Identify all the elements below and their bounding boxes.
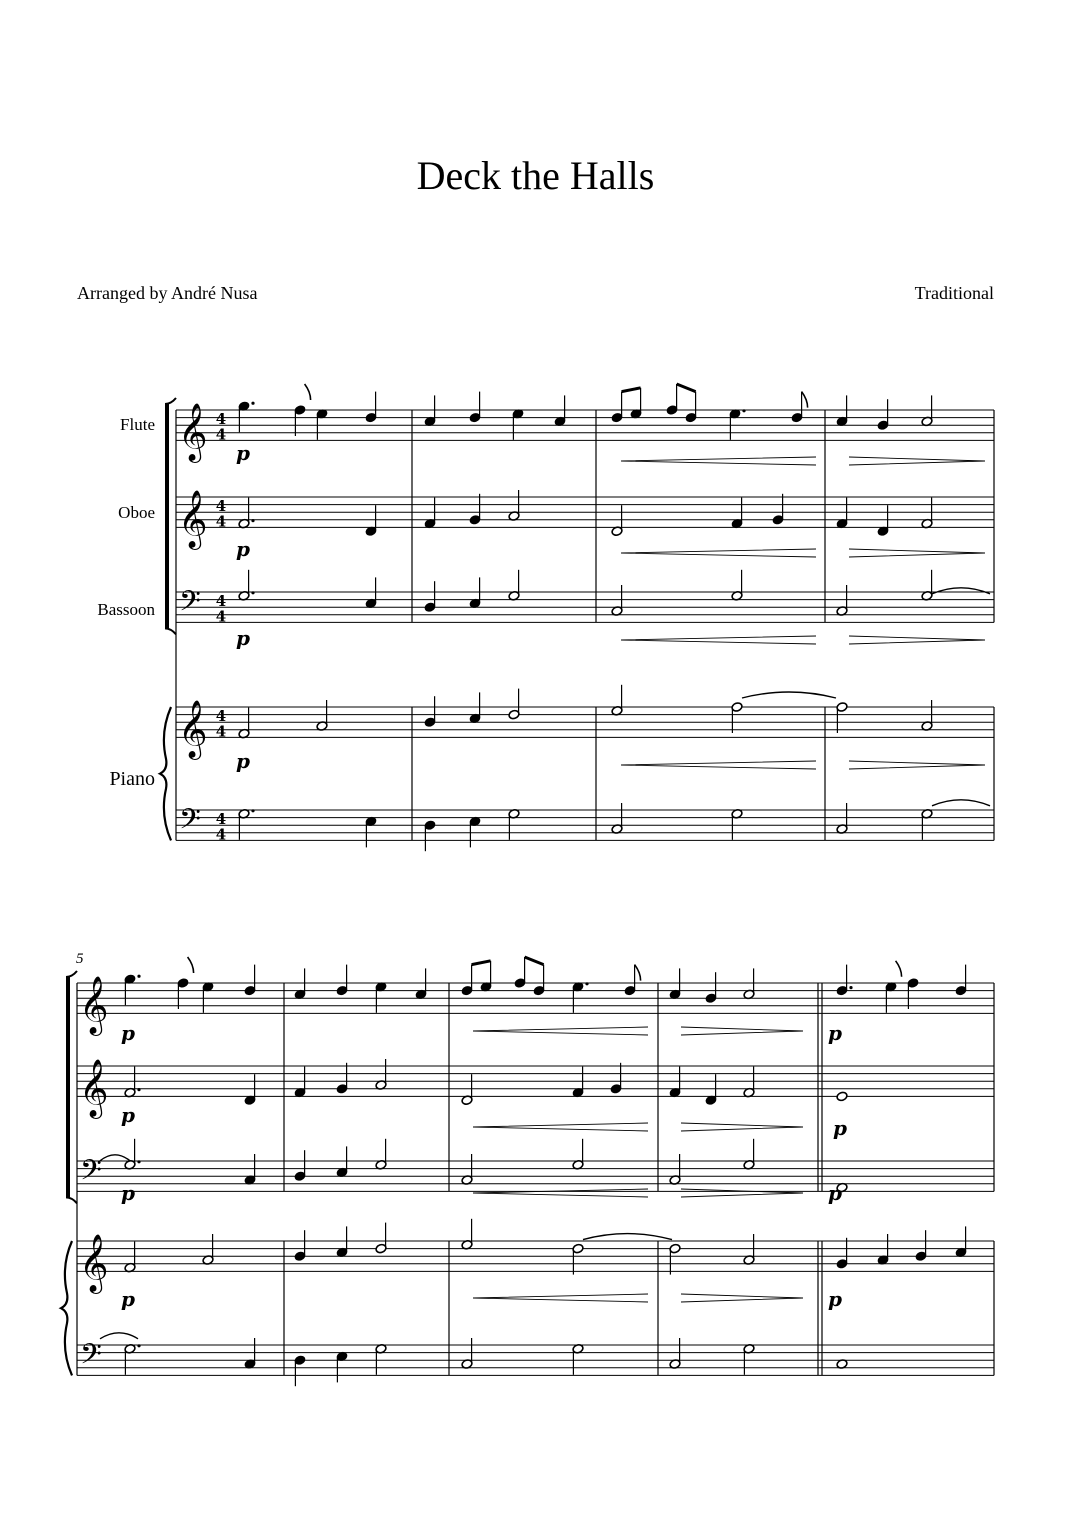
decrescendo-hairpin: [681, 1294, 803, 1302]
note: [124, 974, 141, 1005]
note: [238, 570, 255, 601]
tie: [742, 692, 836, 698]
decrescendo-hairpin: [849, 761, 985, 769]
beam: [525, 957, 544, 965]
note: [415, 968, 427, 999]
crescendo-hairpin: [621, 457, 816, 465]
note: [336, 1146, 348, 1177]
treble-clef-icon: 𝄞: [178, 402, 208, 461]
crescendo-hairpin: [621, 549, 816, 557]
note: [375, 1344, 387, 1375]
note: [921, 498, 933, 529]
staff: [176, 810, 994, 840]
piano-brace: [160, 707, 171, 840]
bracket-hook: [165, 628, 176, 634]
note: [921, 570, 933, 601]
dot: [742, 409, 745, 412]
note: [365, 816, 377, 847]
time-signature-numerator: 4: [215, 707, 227, 726]
note: [836, 395, 848, 426]
note: [836, 498, 848, 529]
note: [791, 392, 808, 423]
note: [705, 1074, 717, 1105]
note: [469, 392, 481, 423]
note: [508, 490, 520, 521]
bass-clef-icon: 𝄢: [179, 802, 201, 843]
time-signature-numerator: 4: [215, 592, 227, 611]
crescendo-hairpin: [473, 1189, 648, 1197]
instrument-label-piano: Piano: [109, 768, 155, 790]
flag: [896, 961, 902, 977]
note: [572, 1139, 584, 1170]
note: [375, 1139, 387, 1170]
time-signature-numerator: 4: [215, 410, 227, 429]
note: [461, 1074, 473, 1105]
treble-clef-icon: 𝄞: [178, 489, 208, 548]
staff: [77, 983, 994, 1013]
note: [244, 1074, 256, 1105]
note: [743, 1344, 755, 1375]
note: [244, 965, 256, 996]
note: [294, 1067, 306, 1098]
note: [508, 570, 520, 601]
note: [630, 388, 642, 419]
tie: [932, 800, 990, 806]
notehead: [836, 1091, 848, 1102]
note: [666, 384, 678, 415]
note: [202, 1234, 214, 1265]
tie: [100, 1155, 130, 1161]
note: [731, 498, 743, 529]
note: [731, 809, 743, 840]
dynamic-marking: p: [236, 537, 250, 561]
flag: [635, 965, 641, 981]
note: [669, 1154, 681, 1185]
note: [469, 494, 481, 525]
bracket: [165, 404, 169, 628]
dot: [137, 1160, 140, 1163]
note: [424, 395, 436, 426]
note: [316, 700, 328, 731]
staff: [176, 410, 994, 440]
note: [244, 1154, 256, 1185]
note: [955, 965, 967, 996]
note: [336, 1351, 348, 1382]
note: [461, 1154, 473, 1185]
note: [336, 1226, 348, 1257]
instrument-label-flute: Flute: [120, 415, 155, 434]
note: [365, 505, 377, 536]
staff: [176, 497, 994, 527]
note: [238, 809, 255, 840]
note: [124, 1344, 141, 1375]
staff: [77, 1161, 994, 1191]
decrescendo-hairpin: [681, 1189, 803, 1197]
note: [375, 1059, 387, 1090]
bass-clef-icon: 𝄢: [80, 1153, 102, 1194]
time-signature-denominator: 4: [215, 825, 227, 844]
note: [729, 409, 746, 440]
note: [624, 965, 641, 996]
dot: [137, 975, 140, 978]
note: [469, 692, 481, 723]
notation-layer: [61, 384, 994, 1386]
note: [885, 961, 902, 1013]
note: [611, 685, 623, 716]
note: [743, 968, 755, 999]
crescendo-hairpin: [473, 1123, 648, 1131]
dynamic-marking: p: [236, 626, 250, 650]
note: [514, 957, 526, 988]
note: [316, 409, 328, 440]
bracket: [66, 977, 70, 1197]
note: [836, 803, 848, 834]
note: [669, 1338, 681, 1369]
dot: [251, 591, 254, 594]
note: [424, 498, 436, 529]
note: [533, 965, 545, 996]
note: [336, 1063, 348, 1094]
note: [731, 570, 743, 601]
note: [202, 982, 214, 1013]
beam: [622, 388, 641, 392]
measure-number: 5: [76, 951, 84, 967]
instrument-label-oboe: Oboe: [118, 503, 155, 522]
note: [375, 1223, 387, 1254]
note: [365, 577, 377, 608]
note: [124, 1139, 141, 1170]
dynamic-marking: p: [121, 1287, 135, 1311]
note: [611, 505, 623, 536]
note: [731, 702, 743, 733]
note: [124, 1067, 141, 1098]
note: [461, 1219, 473, 1250]
note: [512, 409, 524, 440]
flag: [188, 957, 194, 973]
dynamic-marking: p: [236, 749, 250, 773]
note: [836, 1238, 848, 1269]
note: [294, 968, 306, 999]
note: [469, 577, 481, 608]
score-title: Deck the Halls: [416, 153, 655, 198]
dot: [251, 809, 254, 812]
note: [772, 494, 784, 525]
note: [836, 965, 853, 996]
time-signature-numerator: 4: [215, 810, 227, 829]
note: [365, 392, 377, 423]
time-signature-numerator: 4: [215, 497, 227, 516]
note: [480, 961, 492, 992]
note: [921, 395, 933, 426]
dynamic-marking: p: [121, 1103, 135, 1127]
note: [572, 1067, 584, 1098]
piano-brace: [61, 1241, 72, 1375]
decrescendo-hairpin: [681, 1027, 803, 1035]
note: [743, 1067, 755, 1098]
time-signature-denominator: 4: [215, 512, 227, 531]
crescendo-hairpin: [473, 1027, 648, 1035]
note: [238, 708, 250, 739]
note: [461, 1338, 473, 1369]
note: [907, 978, 919, 1009]
dynamic-marking: p: [121, 1021, 135, 1045]
decrescendo-hairpin: [849, 457, 985, 465]
note: [336, 965, 348, 996]
dot: [251, 402, 254, 405]
note: [915, 1230, 927, 1261]
crescendo-hairpin: [473, 1294, 648, 1302]
note: [554, 395, 566, 426]
note: [461, 965, 473, 996]
note: [238, 401, 255, 432]
treble-clef-icon: 𝄞: [79, 975, 109, 1034]
time-signature-denominator: 4: [215, 425, 227, 444]
note: [877, 399, 889, 430]
staff: [176, 592, 994, 622]
note: [294, 1355, 306, 1386]
note: [508, 689, 520, 720]
bracket-hook: [66, 1197, 77, 1203]
treble-clef-icon: 𝄞: [178, 699, 208, 758]
dynamic-marking: p: [833, 1116, 847, 1140]
bass-clef-icon: 𝄢: [179, 584, 201, 625]
note: [836, 585, 848, 616]
note: [375, 982, 387, 1013]
dot: [137, 1088, 140, 1091]
dot: [585, 982, 588, 985]
note: [669, 968, 681, 999]
bass-clef-icon: 𝄢: [80, 1337, 102, 1378]
staff: [176, 707, 994, 737]
note: [669, 1243, 681, 1274]
flag: [802, 392, 808, 408]
note: [508, 809, 520, 840]
note: [836, 702, 848, 733]
dynamic-marking: p: [121, 1181, 135, 1205]
note: [572, 982, 589, 1013]
crescendo-hairpin: [621, 761, 816, 769]
note: [611, 392, 623, 423]
note: [955, 1226, 967, 1257]
decrescendo-hairpin: [681, 1123, 803, 1131]
tie: [100, 1333, 138, 1339]
note: [611, 585, 623, 616]
flag: [305, 384, 311, 400]
instrument-label-bassoon: Bassoon: [97, 600, 155, 619]
bracket-hook: [165, 398, 176, 404]
arranger-credit: Arranged by André Nusa: [77, 283, 258, 303]
staff: [77, 1066, 994, 1096]
crescendo-hairpin: [621, 636, 816, 644]
note: [611, 803, 623, 834]
beam: [472, 961, 491, 965]
note: [424, 820, 436, 851]
note: [921, 700, 933, 731]
dynamic-marking: p: [828, 1181, 842, 1205]
dynamic-marking: p: [236, 441, 250, 465]
note: [669, 1067, 681, 1098]
time-signature-denominator: 4: [215, 607, 227, 626]
dot: [137, 1344, 140, 1347]
note: [743, 1139, 755, 1170]
note: [705, 972, 717, 1003]
note: [836, 1091, 848, 1102]
staff: [77, 1241, 994, 1271]
note: [877, 505, 889, 536]
note: [244, 1338, 256, 1369]
note: [572, 1344, 584, 1375]
note: [294, 1230, 306, 1261]
note: [469, 816, 481, 847]
time-signature-denominator: 4: [215, 722, 227, 741]
dot: [251, 519, 254, 522]
decrescendo-hairpin: [849, 636, 985, 644]
bracket-hook: [66, 971, 77, 977]
note: [424, 581, 436, 612]
decrescendo-hairpin: [849, 549, 985, 557]
note: [238, 498, 255, 529]
tie: [583, 1234, 672, 1240]
staff: [77, 1345, 994, 1375]
dot: [849, 986, 852, 989]
note: [124, 1242, 136, 1273]
note: [294, 1150, 306, 1181]
note: [610, 1063, 622, 1094]
dynamic-marking: p: [828, 1287, 842, 1311]
dynamic-marking: p: [828, 1021, 842, 1045]
composer-credit: Traditional: [914, 283, 994, 303]
note: [743, 1234, 755, 1265]
treble-clef-icon: 𝄞: [79, 1058, 109, 1117]
note: [424, 696, 436, 727]
beam: [677, 384, 696, 392]
note: [572, 1243, 584, 1274]
note: [685, 392, 697, 423]
note: [877, 1234, 889, 1265]
treble-clef-icon: 𝄞: [79, 1233, 109, 1292]
tie: [932, 588, 990, 594]
note: [921, 809, 933, 840]
